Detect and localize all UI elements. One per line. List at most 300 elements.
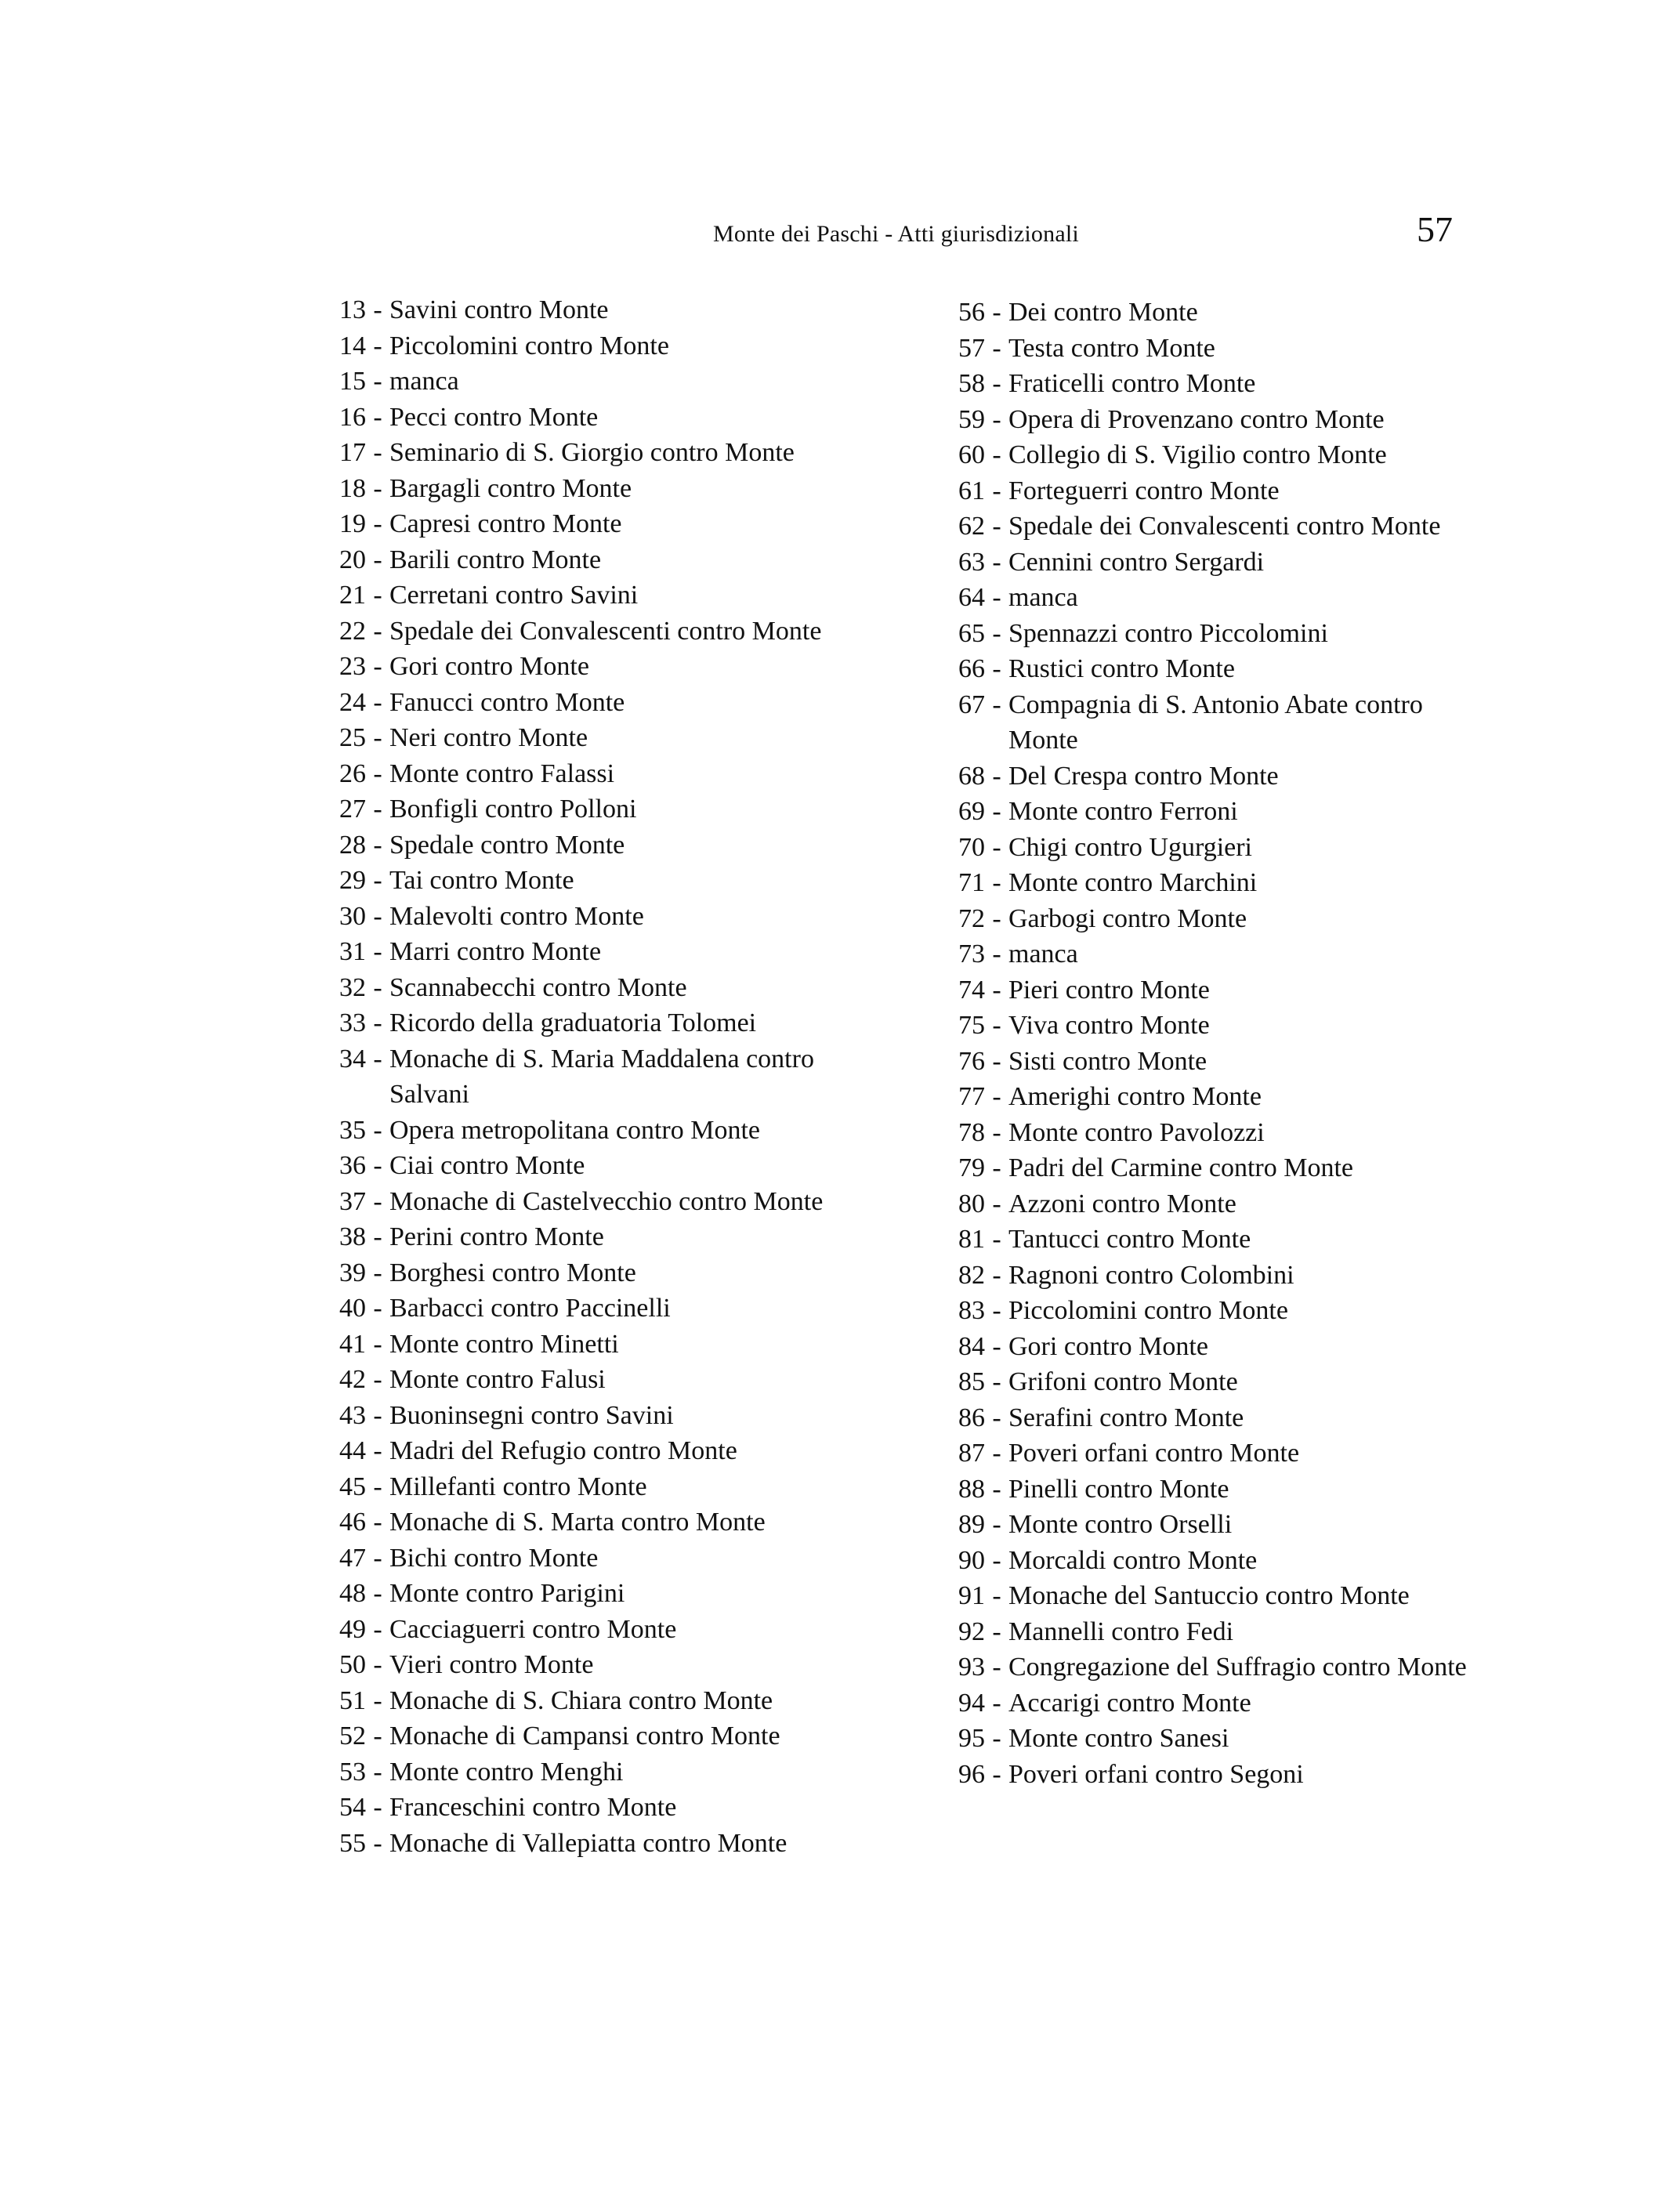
entry-separator: - [373,1828,382,1858]
entry-number: 54 [339,1793,366,1822]
list-item [323,1541,887,1577]
entry-text: Borghesi contro Monte [389,1258,636,1287]
left-column [323,292,887,1861]
list-item [942,616,1490,652]
entry-separator: - [373,1365,382,1394]
entry-text: Buoninsegni contro Savini [389,1400,674,1430]
list-item [323,1576,887,1612]
entry-number: 76 [958,1046,985,1076]
entry-text: Amerighi contro Monte [1008,1082,1262,1111]
entry-separator: - [992,583,1001,612]
entry-number: 87 [958,1439,985,1468]
entry-number: 94 [958,1688,985,1718]
entry-number: 48 [339,1579,366,1608]
entry-text: Padri del Carmine contro Monte [1008,1153,1354,1182]
entry-number: 70 [958,832,985,862]
entry-number: 82 [958,1260,985,1290]
entry-text: Testa contro Monte [1008,333,1215,363]
entry-separator: - [373,937,382,966]
entry-text: Bargagli contro Monte [389,473,632,503]
entry-number: 44 [339,1436,366,1465]
entry-text: Gori contro Monte [1008,1331,1208,1361]
entry-number: 28 [339,830,366,860]
entry-number: 63 [958,547,985,577]
entry-separator: - [373,581,382,610]
list-item [323,1612,887,1648]
entry-separator: - [373,1222,382,1251]
page-number: 57 [1417,209,1453,249]
entry-separator: - [992,940,1001,968]
list-item [323,791,887,827]
entry-text: Serafini contro Monte [1008,1403,1244,1432]
entry-number: 93 [958,1653,985,1682]
entry-separator: - [992,761,1001,791]
list-item [323,1041,887,1113]
entry-separator: - [373,1757,382,1787]
entry-text: Azzoni contro Monte [1008,1189,1236,1218]
entry-number: 58 [958,369,985,398]
entry-number: 81 [958,1225,985,1254]
entry-text: Malevolti contro Monte [389,901,644,931]
entry-text: Monache di S. Chiara contro Monte [389,1685,773,1715]
list-item [942,1079,1490,1115]
list-item [942,1436,1490,1472]
entry-text: Cennini contro Sergardi [1008,547,1265,577]
list-item [323,827,887,863]
entry-text: Piccolomini contro Monte [1008,1296,1288,1325]
entry-separator: - [992,1474,1001,1504]
page-header [0,209,1680,265]
entry-separator: - [992,1510,1001,1539]
entry-number: 26 [339,758,366,788]
list-item [942,1472,1490,1508]
entry-text: Franceschini contro Monte [389,1793,677,1822]
list-item [323,649,887,685]
entry-separator: - [992,333,1001,363]
entry-separator: - [373,1258,382,1287]
entry-text: Monte contro Falusi [389,1365,606,1394]
entry-text: Ragnoni contro Colombini [1008,1260,1294,1290]
entry-separator: - [992,440,1001,469]
entry-text: Seminario di S. Giorgio contro Monte [389,438,795,467]
entry-separator: - [373,1186,382,1216]
entry-number: 74 [958,975,985,1005]
entry-number: 21 [339,581,366,610]
entry-separator: - [373,1472,382,1501]
entry-number: 61 [958,476,985,505]
list-item [323,756,887,792]
entry-text: Fraticelli contro Monte [1008,369,1256,398]
entry-number: 16 [339,402,366,432]
entry-separator: - [373,1115,382,1145]
entry-separator: - [373,1436,382,1465]
entry-text: Spedale contro Monte [389,830,625,860]
entry-text: Ricordo della graduatoria Tolomei [389,1008,757,1037]
entry-number: 13 [339,295,366,324]
entry-text: Fanucci contro Monte [389,687,625,717]
entry-separator: - [373,1151,382,1180]
list-item [323,1754,887,1790]
list-item [942,295,1490,331]
list-item [942,1364,1490,1400]
entry-number: 15 [339,367,366,396]
entry-text: Spedale dei Convalescenti contro Monte [1008,512,1441,541]
entry-number: 51 [339,1685,366,1715]
entry-separator: - [373,1329,382,1359]
list-item [942,1150,1490,1186]
entry-separator: - [992,1153,1001,1182]
entry-text: Scannabecchi contro Monte [389,972,687,1002]
entry-separator: - [373,1044,382,1073]
entry-number: 66 [958,654,985,683]
entry-number: 73 [958,940,985,968]
entry-separator: - [373,1650,382,1679]
entry-text: Millefanti contro Monte [389,1472,647,1501]
entry-separator: - [992,1011,1001,1040]
entry-text: Tai contro Monte [389,866,574,895]
list-item [323,1327,887,1363]
entry-number: 40 [339,1294,366,1323]
entry-text: Dei contro Monte [1008,298,1198,327]
entry-number: 27 [339,795,366,824]
entry-text: Monache di Vallepiatta contro Monte [389,1828,788,1858]
entry-text: Piccolomini contro Monte [389,331,669,360]
entry-text: manca [1008,940,1078,968]
entry-text: Monte contro Ferroni [1008,797,1238,826]
list-item [323,1433,887,1469]
list-item [942,545,1490,581]
list-item [942,473,1490,509]
entry-number: 41 [339,1329,366,1359]
list-item [942,580,1490,616]
entry-text: Spennazzi contro Piccolomini [1008,618,1328,648]
entry-separator: - [373,295,382,324]
entry-number: 35 [339,1115,366,1145]
entry-number: 84 [958,1331,985,1361]
list-item [323,400,887,436]
entry-number: 62 [958,512,985,541]
entry-text: Monache di S. Maria Maddalena contro Salvani [389,1044,814,1109]
entry-number: 23 [339,652,366,681]
entry-separator: - [373,1722,382,1750]
entry-text: Perini contro Monte [389,1222,604,1251]
entry-separator: - [373,1543,382,1573]
entry-text: Compagnia di S. Antonio Abate contro Monte [1008,690,1423,755]
list-item [323,292,887,328]
entry-separator: - [373,509,382,538]
entry-separator: - [992,1117,1001,1147]
entry-text: Chigi contro Ugurgieri [1008,832,1252,862]
entry-separator: - [992,1653,1001,1682]
list-item [942,1400,1490,1436]
entry-number: 20 [339,545,366,574]
entry-text: Mannelli contro Fedi [1008,1617,1234,1646]
entry-number: 68 [958,761,985,791]
entry-number: 43 [339,1400,366,1430]
list-item [942,1685,1490,1722]
entry-separator: - [992,404,1001,434]
entry-text: Monache di S. Marta contro Monte [389,1508,766,1537]
list-item [942,509,1490,545]
list-item [323,1469,887,1505]
entry-separator: - [373,758,382,788]
entry-separator: - [992,1545,1001,1575]
list-item [323,542,887,578]
entry-text: Gori contro Monte [389,652,589,681]
entry-text: Opera di Provenzano contro Monte [1008,404,1385,434]
entry-text: Monte contro Minetti [389,1329,619,1359]
entry-separator: - [992,690,1001,719]
entry-separator: - [373,616,382,646]
entry-text: Vieri contro Monte [389,1650,594,1679]
entry-text: Grifoni contro Monte [1008,1367,1238,1396]
entry-number: 78 [958,1117,985,1147]
list-item [942,1507,1490,1543]
entry-text: Monte contro Menghi [389,1757,624,1787]
entry-number: 19 [339,509,366,538]
entry-number: 45 [339,1472,366,1501]
list-item [323,1504,887,1541]
list-item [323,577,887,614]
entry-text: Monache di Castelvecchio contro Monte [389,1186,824,1216]
entry-text: Sisti contro Monte [1008,1046,1208,1076]
entry-text: Pecci contro Monte [389,402,599,432]
entry-number: 24 [339,687,366,717]
entry-separator: - [992,903,1001,933]
entry-text: Monte contro Falassi [389,758,615,788]
list-item [942,865,1490,901]
list-item [323,1718,887,1754]
entry-text: Ciai contro Monte [389,1151,585,1180]
entry-separator: - [992,1617,1001,1646]
entry-number: 31 [339,937,366,966]
list-item [323,1219,887,1255]
entry-text: Bonfigli contro Polloni [389,795,637,824]
entry-text: Congregazione del Suffragio contro Monte [1008,1653,1467,1682]
entry-text: Poveri orfani contro Monte [1008,1439,1300,1468]
list-item [942,331,1490,367]
list-item [323,614,887,650]
entry-number: 52 [339,1722,366,1750]
list-item [942,1614,1490,1650]
entry-text: Opera metropolitana contro Monte [389,1115,761,1145]
entry-number: 59 [958,404,985,434]
entry-separator: - [373,652,382,681]
list-item [942,1757,1490,1793]
entry-text: Monache di Campansi contro Monte [389,1722,780,1750]
list-item [323,1113,887,1149]
list-item [942,366,1490,402]
entry-text: Capresi contro Monte [389,509,622,538]
entry-number: 17 [339,438,366,467]
entry-text: Viva contro Monte [1008,1011,1210,1040]
entry-number: 32 [339,972,366,1002]
list-item [323,1790,887,1826]
entry-separator: - [373,1614,382,1644]
list-item [942,1115,1490,1151]
entry-number: 80 [958,1189,985,1218]
list-item [942,1044,1490,1080]
entry-separator: - [992,1403,1001,1432]
entry-separator: - [992,298,1001,327]
list-item [323,1398,887,1434]
entry-separator: - [373,367,382,396]
entry-separator: - [373,473,382,503]
entry-separator: - [992,476,1001,505]
entry-separator: - [992,654,1001,683]
entry-number: 69 [958,797,985,826]
right-column [942,295,1490,1792]
entry-text: Poveri orfani contro Segoni [1008,1759,1304,1789]
entry-separator: - [373,1579,382,1608]
list-item [942,1222,1490,1258]
entry-number: 50 [339,1650,366,1679]
entry-separator: - [373,687,382,717]
list-item [942,936,1490,972]
entry-text: Monache del Santuccio contro Monte [1008,1581,1410,1610]
list-item [323,1184,887,1220]
entry-separator: - [992,1331,1001,1361]
list-item [942,794,1490,830]
list-item [323,1291,887,1327]
entry-separator: - [373,331,382,360]
entry-separator: - [373,438,382,467]
entry-text: Madri del Refugio contro Monte [389,1436,737,1465]
list-item [942,1258,1490,1294]
entry-number: 72 [958,903,985,933]
entry-separator: - [373,402,382,432]
list-item [323,1683,887,1719]
entry-number: 85 [958,1367,985,1396]
entry-separator: - [373,830,382,860]
entry-text: Spedale dei Convalescenti contro Monte [389,616,822,646]
entry-number: 89 [958,1510,985,1539]
entry-number: 30 [339,901,366,931]
entry-text: Garbogi contro Monte [1008,903,1247,933]
list-item [323,328,887,364]
entry-text: Rustici contro Monte [1008,654,1235,683]
list-item [323,1148,887,1184]
entry-number: 77 [958,1082,985,1111]
entry-separator: - [373,723,382,752]
entry-number: 67 [958,690,985,719]
entry-number: 83 [958,1296,985,1325]
list-item [323,720,887,756]
entry-number: 79 [958,1153,985,1182]
list-item [323,1826,887,1862]
entry-separator: - [373,866,382,895]
entry-number: 96 [958,1759,985,1789]
entry-text: Barili contro Monte [389,545,602,574]
entry-number: 88 [958,1474,985,1504]
entry-text: Pieri contro Monte [1008,975,1210,1005]
entry-separator: - [373,1294,382,1323]
list-item [942,437,1490,473]
entry-text: Tantucci contro Monte [1008,1225,1251,1254]
entry-separator: - [373,1008,382,1037]
entry-number: 47 [339,1543,366,1573]
entry-number: 64 [958,583,985,612]
entry-number: 38 [339,1222,366,1251]
entry-number: 25 [339,723,366,752]
entry-separator: - [992,618,1001,648]
entry-separator: - [992,547,1001,577]
list-item [942,758,1490,795]
entry-separator: - [373,1508,382,1537]
list-item [942,1721,1490,1757]
entry-text: manca [389,367,459,396]
entry-number: 34 [339,1044,366,1073]
entry-text: Morcaldi contro Monte [1008,1545,1258,1575]
entry-separator: - [992,868,1001,897]
entry-separator: - [373,901,382,931]
entry-number: 49 [339,1614,366,1644]
list-item [942,1293,1490,1329]
entry-separator: - [992,975,1001,1005]
entry-separator: - [992,1439,1001,1468]
entry-separator: - [373,795,382,824]
entry-separator: - [373,1685,382,1715]
list-item [942,1329,1490,1365]
entry-text: Collegio di S. Vigilio contro Monte [1008,440,1387,469]
entry-text: Monte contro Sanesi [1008,1724,1229,1753]
entry-number: 46 [339,1508,366,1537]
entry-separator: - [992,1225,1001,1254]
list-item [323,506,887,542]
entry-number: 86 [958,1403,985,1432]
entry-separator: - [992,1724,1001,1753]
entry-number: 65 [958,618,985,648]
list-item [323,1647,887,1683]
list-item [323,1005,887,1041]
list-item [323,685,887,721]
entry-separator: - [992,1759,1001,1789]
entry-text: Savini contro Monte [389,295,609,324]
entry-text: Cacciaguerri contro Monte [389,1614,677,1644]
list-item [323,435,887,471]
list-item [942,1578,1490,1614]
entry-separator: - [992,1688,1001,1718]
list-item [323,934,887,970]
entry-number: 18 [339,473,366,503]
list-item [323,364,887,400]
entry-separator: - [992,797,1001,826]
entry-separator: - [992,1082,1001,1111]
entry-number: 39 [339,1258,366,1287]
entry-text: Monte contro Pavolozzi [1008,1117,1265,1147]
entry-number: 42 [339,1365,366,1394]
entry-number: 71 [958,868,985,897]
entry-separator: - [992,832,1001,862]
entry-separator: - [992,1296,1001,1325]
entry-separator: - [992,512,1001,541]
entry-text: Cerretani contro Savini [389,581,639,610]
entry-number: 75 [958,1011,985,1040]
list-item [323,1255,887,1291]
entry-number: 33 [339,1008,366,1037]
entry-separator: - [373,972,382,1002]
entry-number: 14 [339,331,366,360]
running-title: Monte dei Paschi - Atti giurisdizionali [713,221,1079,247]
entry-number: 55 [339,1828,366,1858]
list-item [942,402,1490,438]
entry-text: Bichi contro Monte [389,1543,599,1573]
entry-separator: - [373,545,382,574]
entry-number: 29 [339,866,366,895]
entry-separator: - [992,369,1001,398]
entry-number: 95 [958,1724,985,1753]
entry-text: Marri contro Monte [389,937,602,966]
